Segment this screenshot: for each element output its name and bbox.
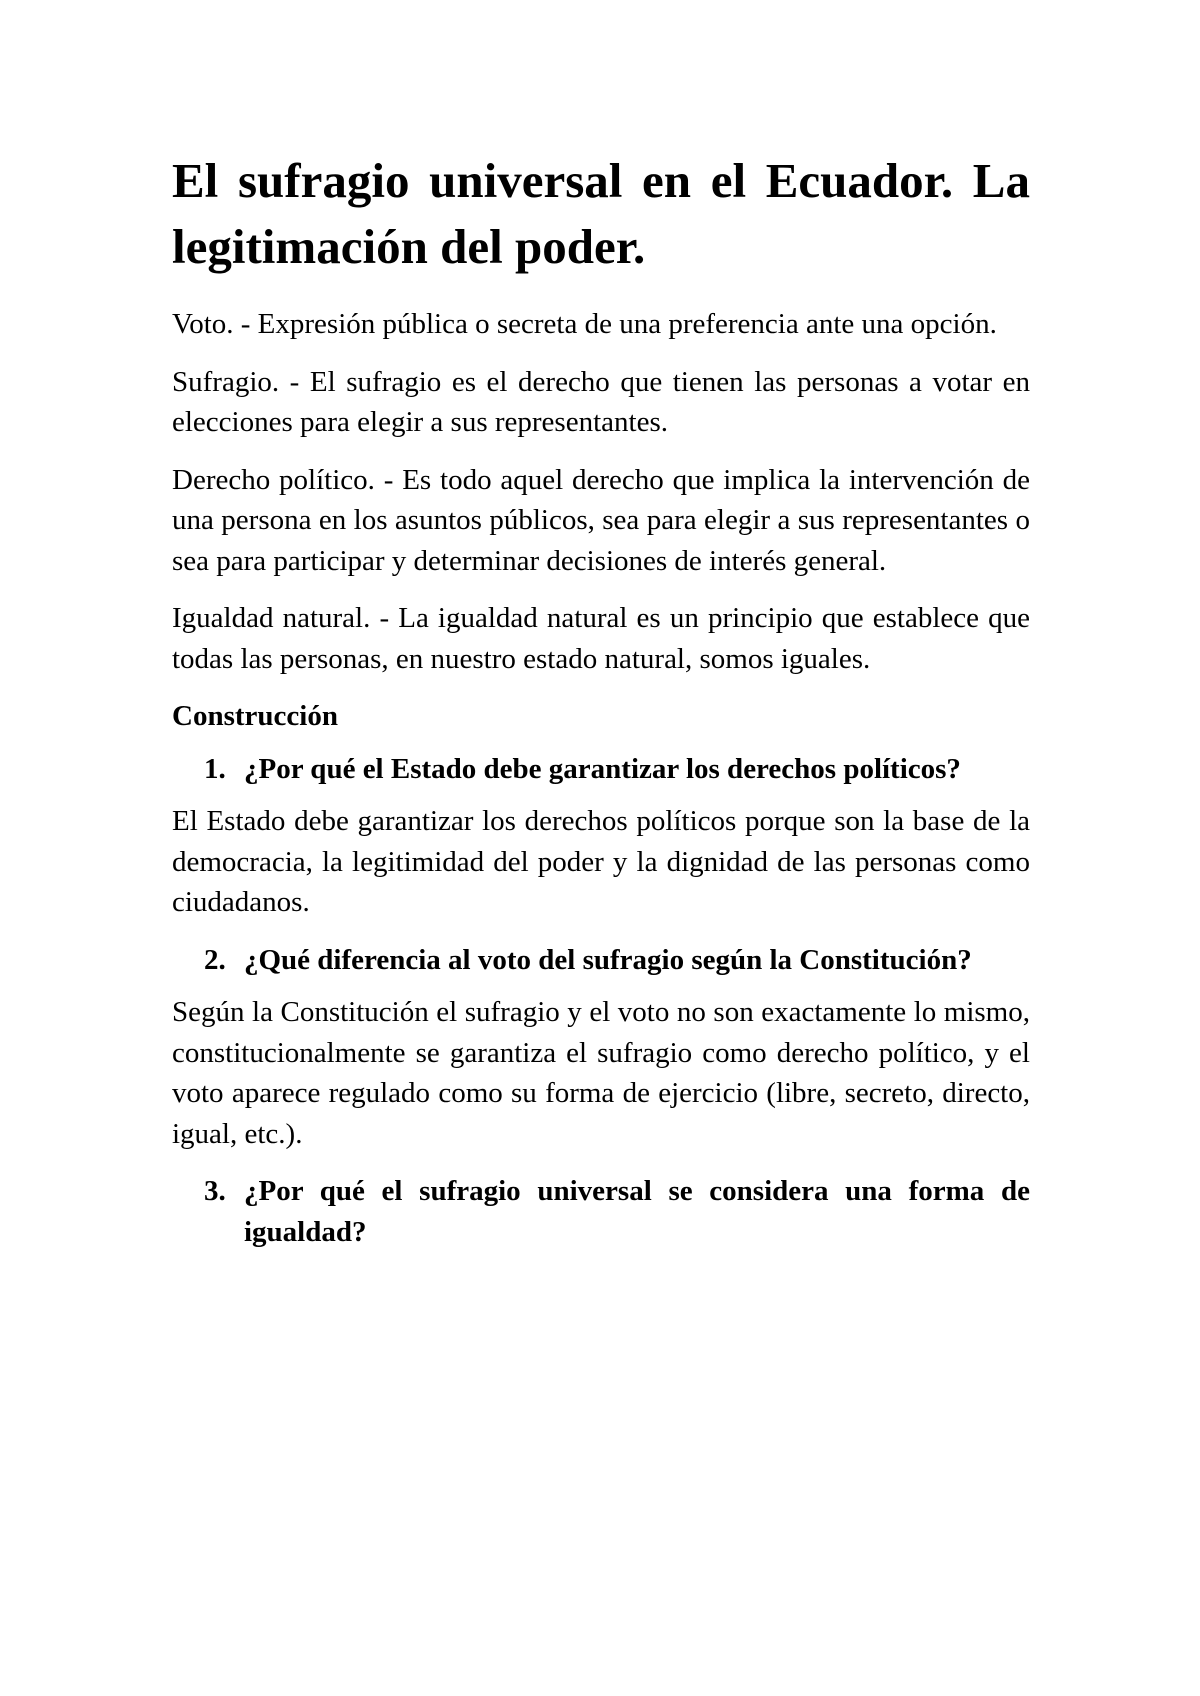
question-number: 1.: [204, 752, 226, 785]
document-body: [172, 148, 1030, 1264]
definition-voto: Voto. - Expresión pública o secreta de una preferencia ante una opción.: [172, 308, 997, 340]
question-text: ¿Por qué el sufragio universal se considera una forma de igualdad?: [244, 1175, 1030, 1248]
document-title: El sufragio universal en el Ecuador. La legitimación del poder.: [172, 153, 1030, 274]
answer-2: Según la Constitución el sufragio y el voto no son exactamente lo mismo, constitucionalmente se garantiza el sufragio como derecho político, y el voto aparece regulado como su forma de ejercicio (libre, secreto, directo, igual, etc.).: [172, 996, 1030, 1150]
definition-derecho-politico: Derecho político. - Es todo aquel derecho que implica la intervención de una persona en los asuntos públicos, sea para elegir a sus representantes o sea para participar y determinar decisiones de interés general.: [172, 463, 1030, 577]
answer-1: El Estado debe garantizar los derechos políticos porque son la base de la democracia, la legitimidad del poder y la dignidad de las personas como ciudadanos.: [172, 805, 1030, 918]
question-number: 2.: [204, 943, 226, 976]
definition-igualdad-natural: Igualdad natural. - La igualdad natural es un principio que establece que todas las personas, en nuestro estado natural, somos iguales.: [172, 602, 1030, 675]
section-heading: Construcción: [172, 700, 338, 732]
question-number: 3.: [204, 1175, 226, 1207]
question-text: ¿Qué diferencia al voto del sufragio según la Constitución?: [244, 943, 972, 976]
definition-sufragio: Sufragio. - El sufragio es el derecho que tienen las personas a votar en elecciones para elegir a sus representantes.: [172, 365, 1030, 438]
question-2: [172, 940, 1030, 981]
question-text: ¿Por qué el Estado debe garantizar los derechos políticos?: [244, 752, 961, 785]
question-1: [172, 749, 1030, 790]
question-3: [172, 1171, 1030, 1252]
